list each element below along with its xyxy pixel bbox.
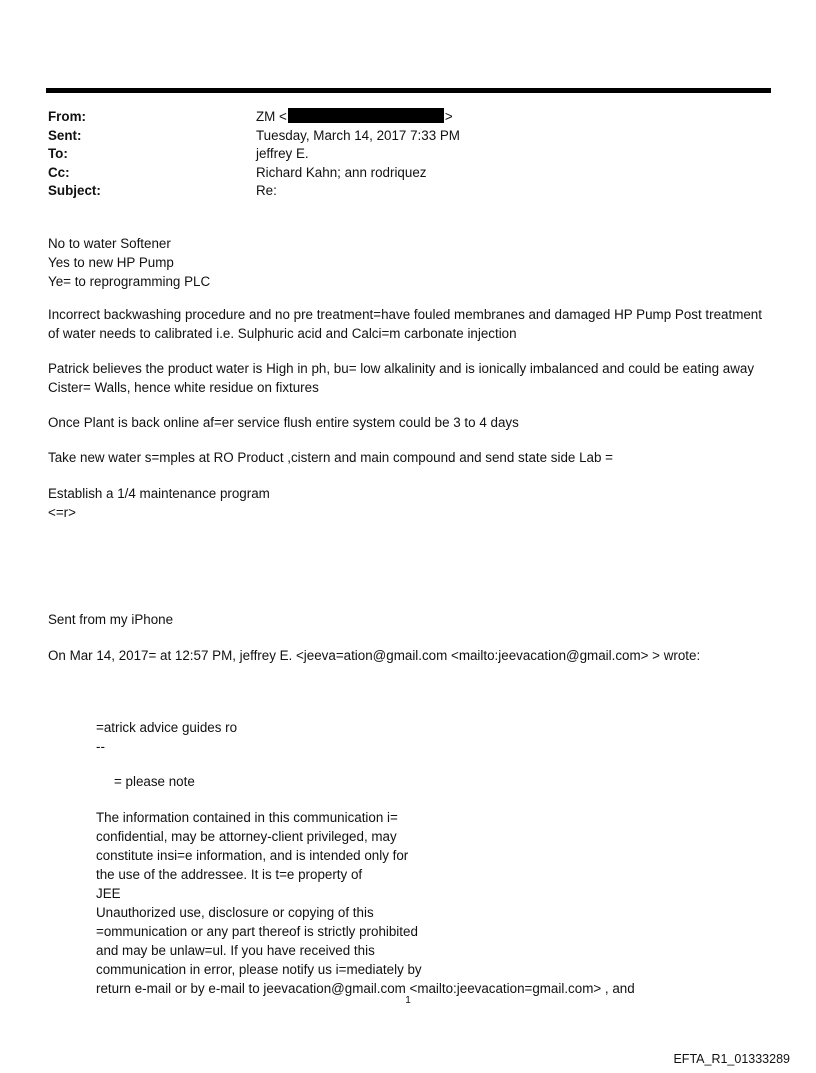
body-paragraph: Once Plant is back online af=er service flush entire system could be 3 to 4 days <box>48 415 519 430</box>
disclaimer-line: and may be unlaw=ul. If you have received this <box>96 943 375 958</box>
sent-from-line: Sent from my iPhone <box>48 612 174 627</box>
quoted-line: = please note <box>114 774 195 789</box>
from-value-prefix: ZM < <box>256 109 287 124</box>
from-value <box>256 108 453 127</box>
top-rule <box>46 88 771 93</box>
body-line: Yes to new HP Pump <box>48 255 174 270</box>
sent-label: Sent: <box>48 127 82 143</box>
page-number: 1 <box>405 995 411 1006</box>
subject-label: Subject: <box>48 183 101 198</box>
sent-value: Tuesday, March 14, 2017 7:33 PM <box>256 127 460 143</box>
subject-row <box>48 182 768 201</box>
disclaimer-line: return e-mail or by e-mail to jeevacation@gmail.com <mailto:jeevacation=gmail.com> , and <box>96 981 635 996</box>
from-value-suffix: > <box>444 109 453 124</box>
disclaimer-line: =ommunication or any part thereof is strictly prohibited <box>96 924 418 939</box>
disclaimer-line: communication in error, please notify us i=mediately by <box>96 962 422 977</box>
email-header <box>48 108 768 201</box>
disclaimer-line: Unauthorized use, disclosure or copying of this <box>96 905 374 920</box>
body-paragraph: Take new water s=mples at RO Product ,cistern and main compound and send state side Lab = <box>48 450 613 465</box>
body-list <box>48 234 772 291</box>
cc-row <box>48 164 768 183</box>
quoted-block <box>96 718 696 791</box>
to-row <box>48 145 768 164</box>
subject-value: Re: <box>256 183 277 198</box>
from-label: From: <box>48 109 86 124</box>
cc-value: Richard Kahn; ann rodriquez <box>256 164 427 180</box>
body-paragraph <box>48 484 772 522</box>
wrote-line: On Mar 14, 2017= at 12:57 PM, jeffrey E. <jeeva=ation@gmail.com <mailto:jeevacation@gmail.com> > wrote: <box>48 648 701 663</box>
disclaimer-line: the use of the addressee. It is t=e property of <box>96 867 363 882</box>
disclaimer-line: The information contained in this communication i= <box>96 810 398 825</box>
sent-row <box>48 127 768 146</box>
to-label: To: <box>48 146 68 161</box>
body-line: Establish a 1/4 maintenance program <box>48 486 270 501</box>
body-line: Ye= to reprogramming PLC <box>48 274 211 289</box>
body-paragraph: Patrick believes the product water is High in ph, bu= low alkalinity and is ionically imbalanced and could be eating away Cister= Walls, hence white residue on fixtures <box>48 361 755 395</box>
body-line: <=r> <box>48 505 76 520</box>
disclaimer-line: JEE <box>96 886 121 901</box>
body-line: No to water Softener <box>48 236 171 251</box>
redaction-box <box>288 108 444 123</box>
disclaimer-line: confidential, may be attorney-client privileged, may <box>96 829 397 844</box>
quoted-line: -- <box>96 739 105 754</box>
cc-label: Cc: <box>48 164 70 180</box>
bates-number: EFTA_R1_01333289 <box>673 1052 790 1066</box>
disclaimer <box>96 808 696 998</box>
body-paragraph: Incorrect backwashing procedure and no pre treatment=have fouled membranes and damaged HP Pump Post treatment of water needs to calibrated i.e. Sulphuric acid and Calci=m carbonate injection <box>48 307 762 341</box>
from-row <box>48 108 768 127</box>
to-value: jeffrey E. <box>256 146 309 161</box>
disclaimer-line: constitute insi=e information, and is intended only for <box>96 848 409 863</box>
quoted-line: =atrick advice guides ro <box>96 720 238 735</box>
